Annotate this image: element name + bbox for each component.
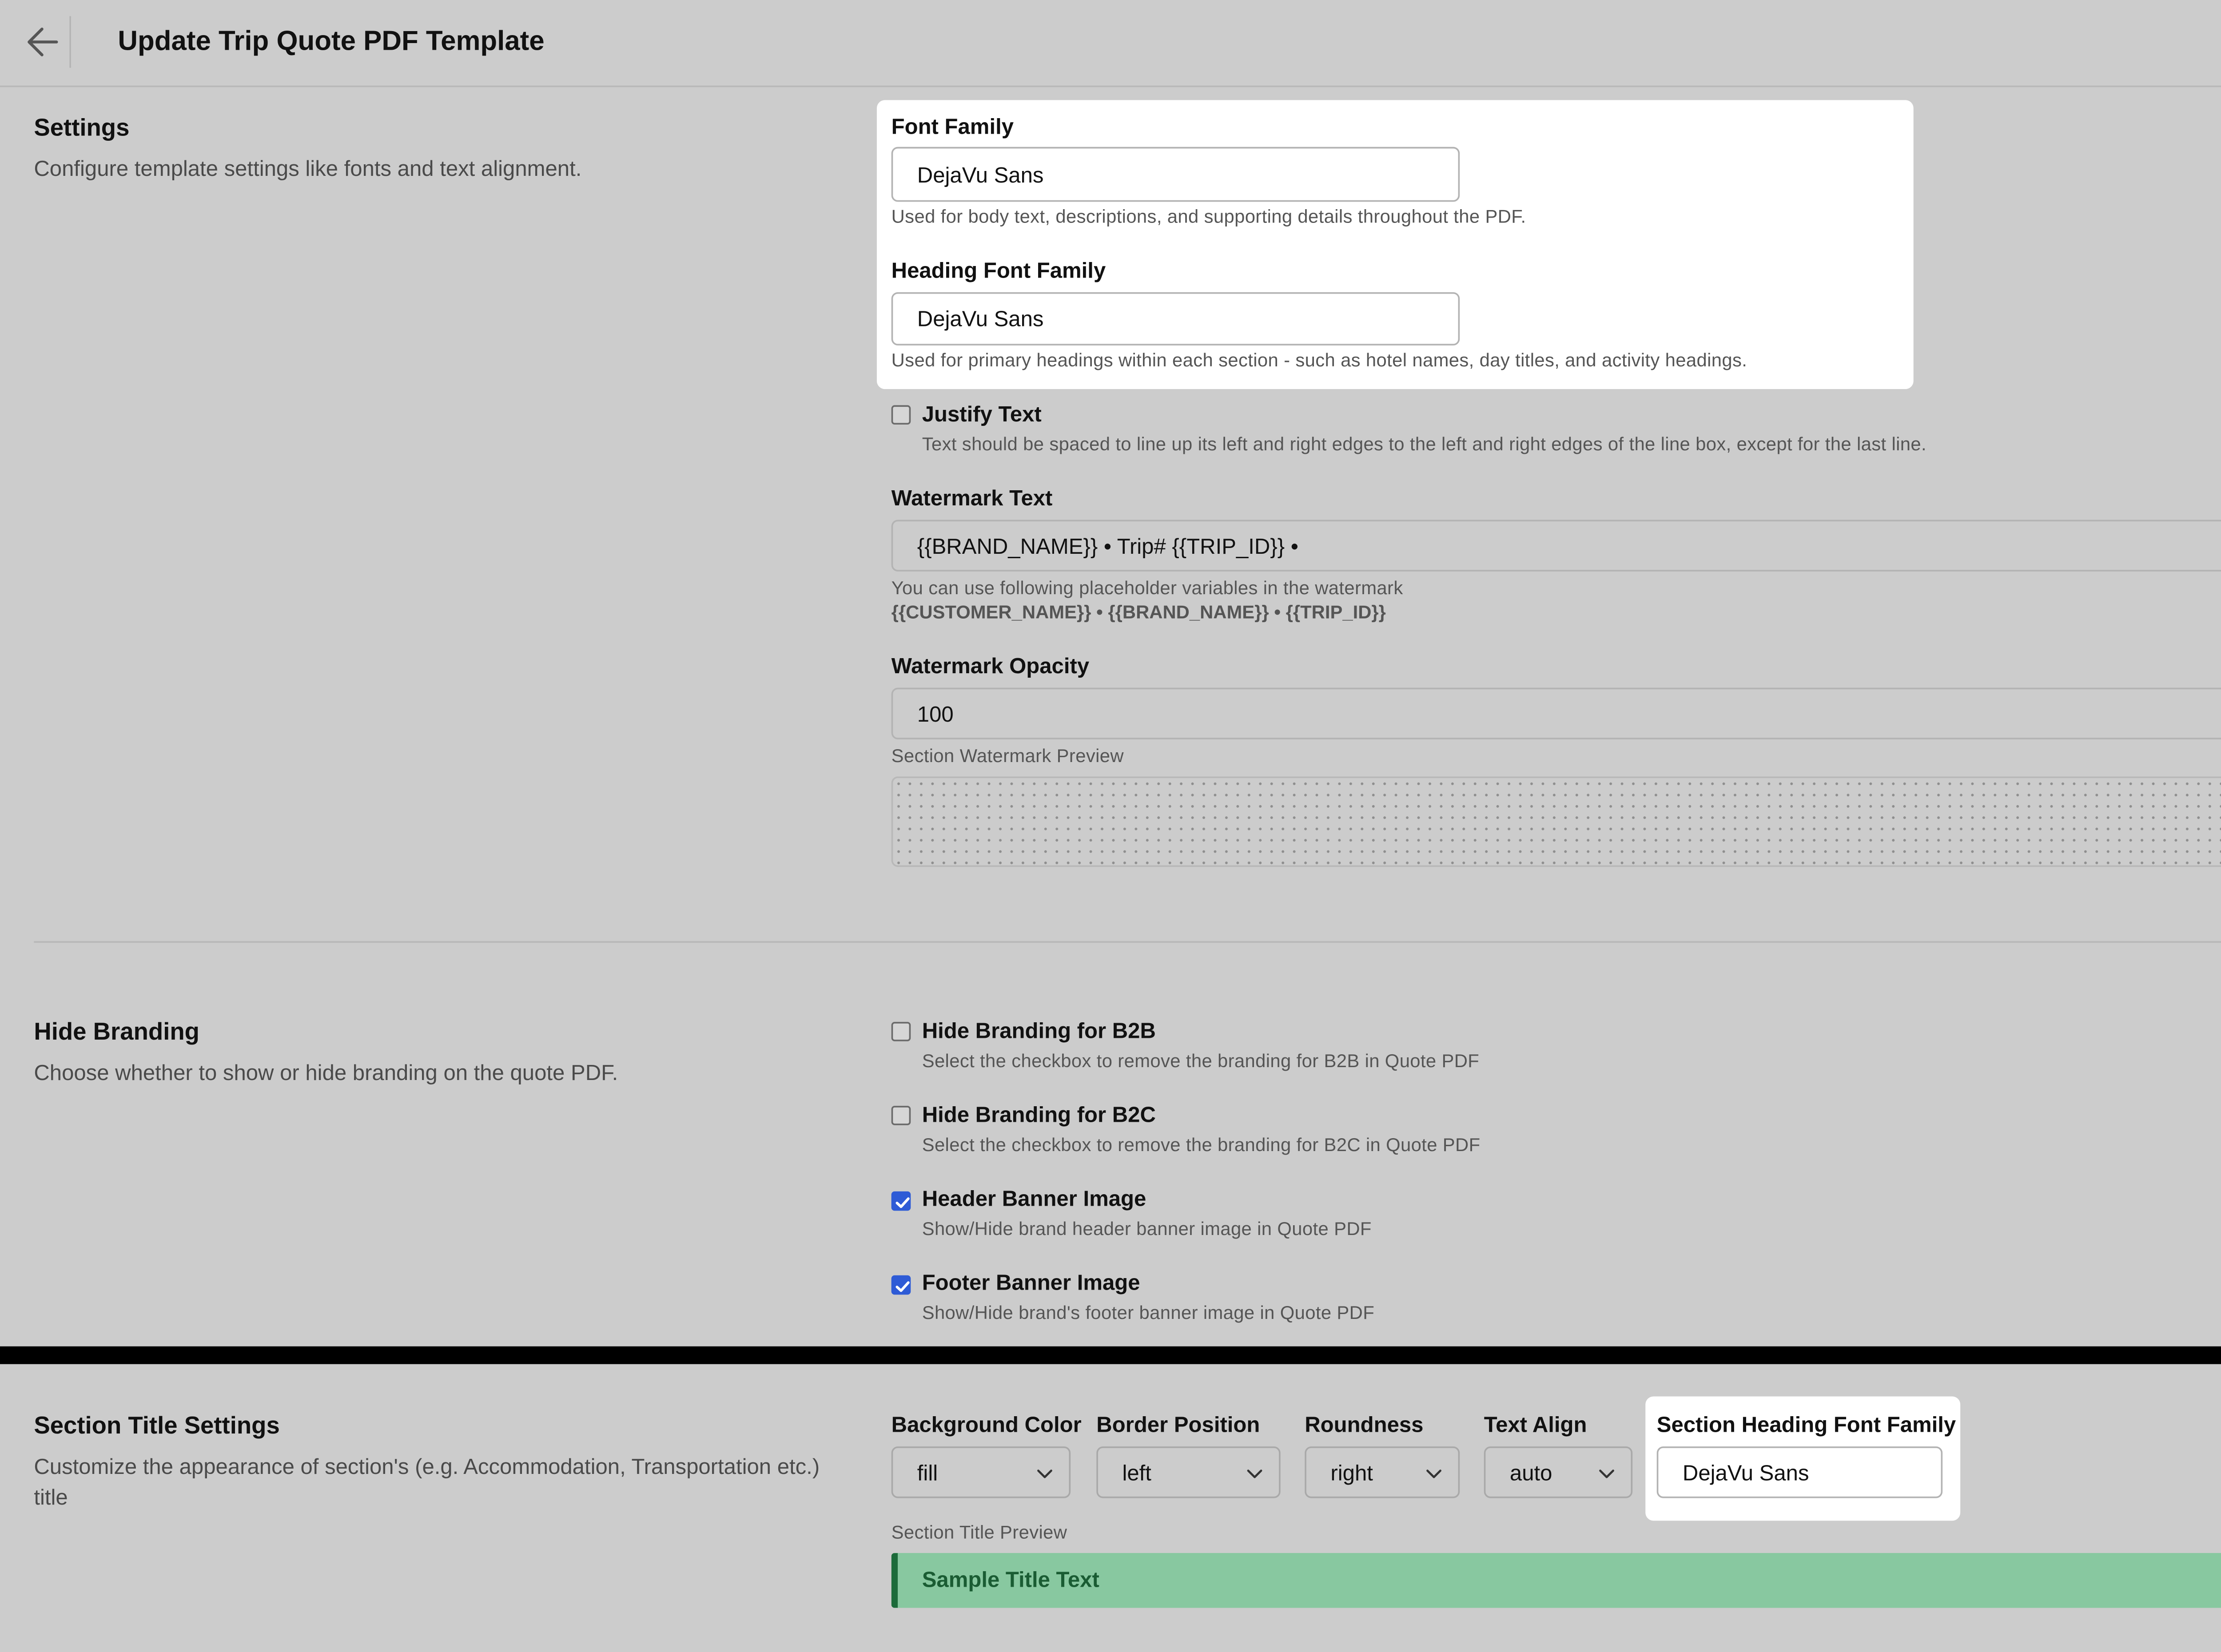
footer-banner-label: Footer Banner Image bbox=[922, 1270, 1140, 1295]
font-family-hint: Used for body text, descriptions, and supporting details throughout the PDF. bbox=[891, 208, 1526, 228]
hide-branding-title: Hide Branding bbox=[34, 1018, 200, 1046]
section-title-preview bbox=[892, 1553, 2221, 1608]
text-align-select[interactable] bbox=[1484, 1446, 1632, 1498]
background-color-value: fill bbox=[917, 1461, 938, 1485]
background-color-select[interactable] bbox=[892, 1446, 1071, 1498]
header-banner-label: Header Banner Image bbox=[922, 1186, 1146, 1211]
roundness-select[interactable] bbox=[1305, 1446, 1460, 1498]
border-position-label: Border Position bbox=[1096, 1412, 1260, 1437]
hide-branding-b2b-hint: Select the checkbox to remove the branding for B2B in Quote PDF bbox=[922, 1052, 1480, 1072]
background-color-label: Background Color bbox=[891, 1412, 1082, 1437]
watermark-opacity-label: Watermark Opacity bbox=[891, 654, 1090, 678]
border-position-value: left bbox=[1122, 1461, 1151, 1485]
page-title: Update Trip Quote PDF Template bbox=[118, 26, 545, 57]
chevron-down-icon bbox=[1426, 1466, 1442, 1482]
font-settings-highlight bbox=[877, 100, 1914, 389]
hide-branding-b2b-label: Hide Branding for B2B bbox=[922, 1018, 1156, 1043]
header-banner-hint: Show/Hide brand header banner image in Quote PDF bbox=[922, 1220, 1372, 1240]
footer-banner-hint: Show/Hide brand's footer banner image in Quote PDF bbox=[922, 1304, 1375, 1324]
justify-text-label: Justify Text bbox=[922, 402, 1042, 426]
chevron-down-icon bbox=[1037, 1466, 1053, 1482]
header-banner-checkbox[interactable] bbox=[892, 1191, 911, 1211]
roundness-label: Roundness bbox=[1305, 1412, 1424, 1437]
checkmark-icon bbox=[895, 1279, 911, 1295]
watermark-text-label: Watermark Text bbox=[891, 486, 1053, 510]
hide-branding-b2c-checkbox[interactable] bbox=[892, 1106, 911, 1125]
section-title-settings-title: Section Title Settings bbox=[34, 1412, 280, 1440]
back-button[interactable] bbox=[23, 21, 65, 63]
heading-font-family-label: Heading Font Family bbox=[891, 258, 1106, 283]
section-title-settings-description: Customize the appearance of section's (e.g. Accommodation, Transportation etc.) title bbox=[34, 1454, 820, 1509]
justify-text-hint: Text should be spaced to line up its left and right edges to the left and right edges of the line box, except for the last line. bbox=[922, 436, 1926, 456]
justify-text-checkbox[interactable] bbox=[892, 405, 911, 425]
watermark-text-hint: You can use following placeholder variables in the watermark bbox=[891, 580, 1403, 599]
footer-banner-checkbox[interactable] bbox=[892, 1275, 911, 1295]
watermark-text-input[interactable] bbox=[892, 520, 2221, 572]
header-divider bbox=[69, 16, 71, 68]
border-position-select[interactable] bbox=[1096, 1446, 1280, 1498]
chevron-down-icon bbox=[1599, 1466, 1615, 1482]
roundness-value: right bbox=[1330, 1461, 1373, 1485]
section-heading-font-input[interactable] bbox=[1657, 1446, 1942, 1498]
section-heading-font-label: Section Heading Font Family bbox=[1656, 1412, 1956, 1437]
text-align-label: Text Align bbox=[1484, 1412, 1587, 1437]
arrow-left-icon bbox=[23, 21, 65, 63]
section-title-preview-text: Sample Title Text bbox=[922, 1567, 1099, 1592]
watermark-preview-label: Section Watermark Preview bbox=[891, 747, 1124, 767]
hide-branding-b2b-checkbox[interactable] bbox=[892, 1022, 911, 1041]
heading-font-family-input[interactable] bbox=[892, 292, 1460, 345]
font-family-input[interactable] bbox=[892, 147, 1460, 202]
settings-title: Settings bbox=[34, 115, 130, 142]
watermark-variables: {{CUSTOMER_NAME}} • {{BRAND_NAME}} • {{TRIP_ID}} bbox=[891, 604, 1386, 623]
hide-branding-b2c-label: Hide Branding for B2C bbox=[922, 1102, 1156, 1127]
black-band bbox=[0, 1346, 2221, 1364]
chevron-down-icon bbox=[1246, 1466, 1262, 1482]
heading-font-family-hint: Used for primary headings within each section - such as hotel names, day titles, and activity headings. bbox=[891, 352, 1747, 372]
hide-branding-description: Choose whether to show or hide branding on the quote PDF. bbox=[34, 1060, 618, 1085]
checkmark-icon bbox=[895, 1195, 911, 1211]
section-divider bbox=[34, 941, 2221, 943]
font-family-label: Font Family bbox=[891, 115, 1014, 139]
watermark-preview bbox=[892, 777, 2221, 867]
section-title-preview-label: Section Title Preview bbox=[891, 1524, 1067, 1544]
hide-branding-b2c-hint: Select the checkbox to remove the branding for B2C in Quote PDF bbox=[922, 1136, 1481, 1156]
watermark-opacity-input[interactable] bbox=[892, 688, 2221, 739]
text-align-value: auto bbox=[1509, 1461, 1552, 1485]
settings-description: Configure template settings like fonts and text alignment. bbox=[34, 156, 582, 181]
